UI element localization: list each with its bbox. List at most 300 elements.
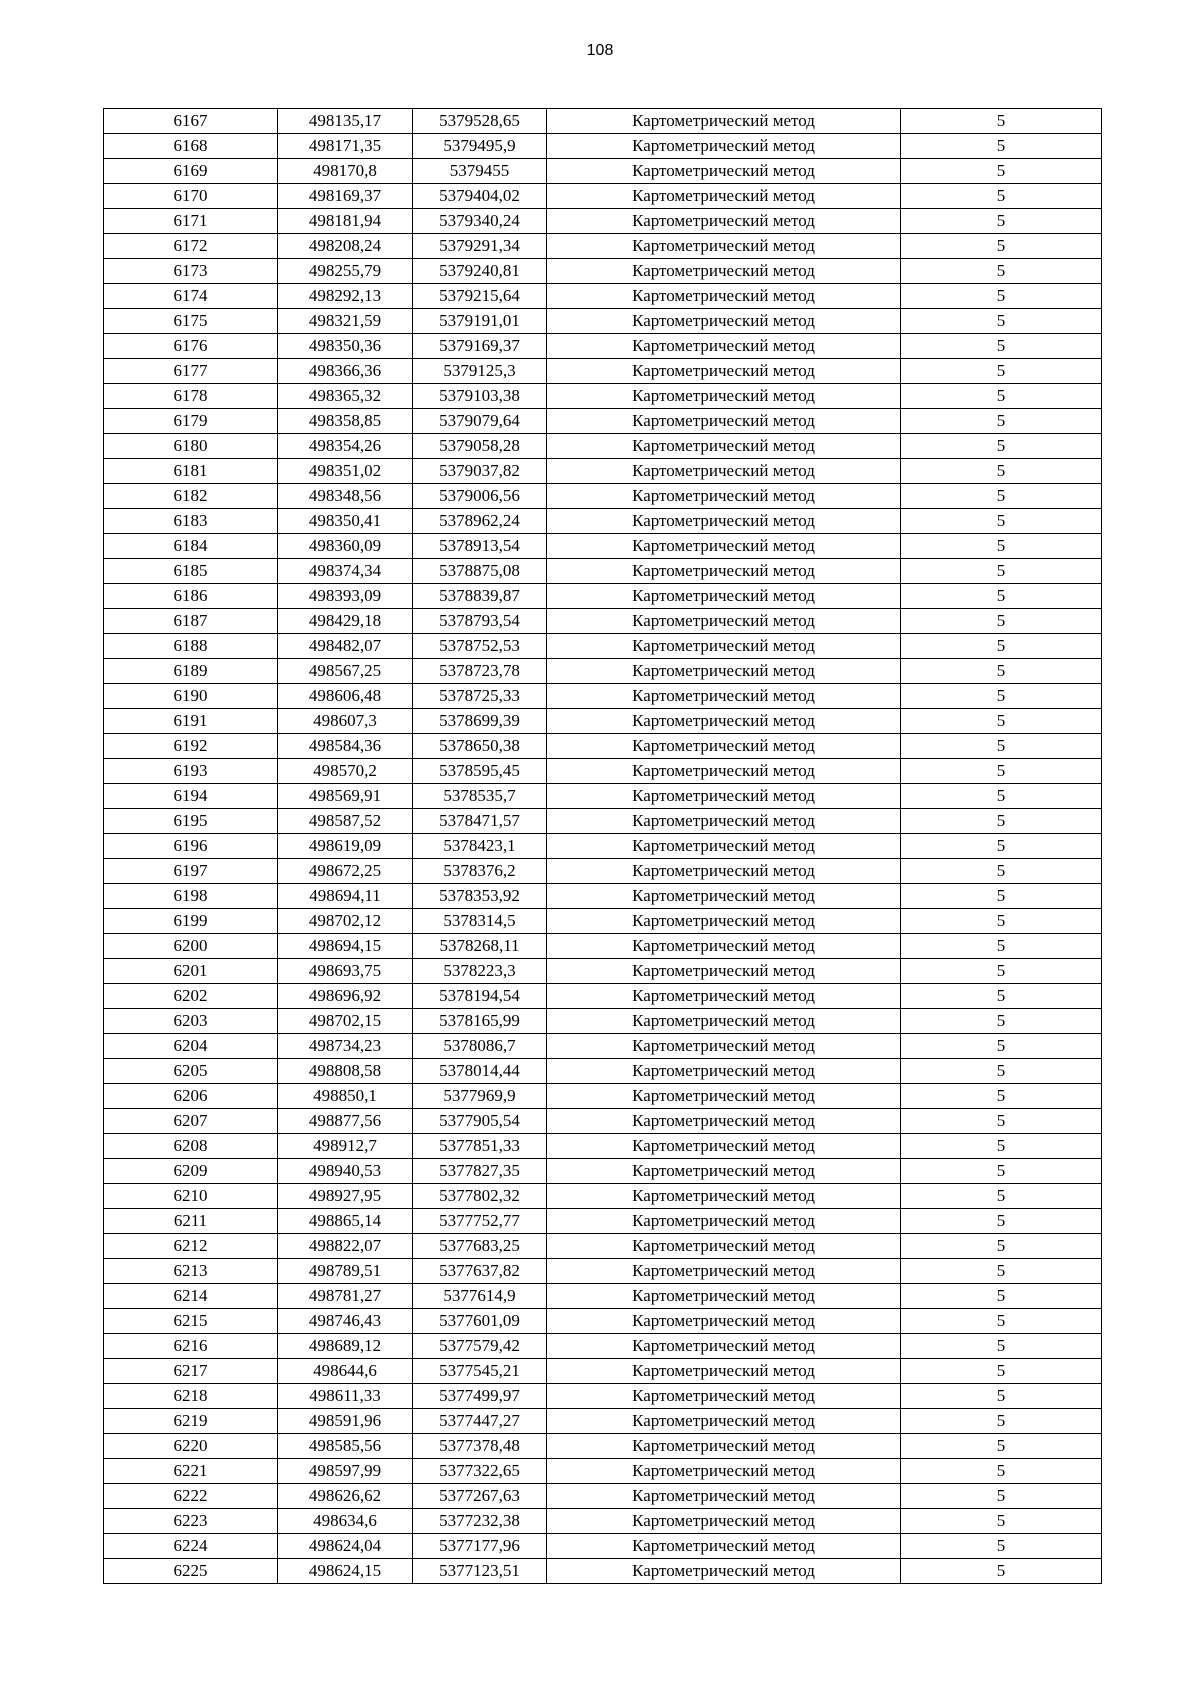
accuracy-cell: 5 [901,534,1102,559]
method-cell: Картометрический метод [547,809,901,834]
y-coordinate-cell: 5378595,45 [413,759,547,784]
method-cell: Картометрический метод [547,859,901,884]
method-cell: Картометрический метод [547,209,901,234]
accuracy-cell: 5 [901,384,1102,409]
table-row [104,884,1102,909]
y-coordinate-cell: 5377447,27 [413,1409,547,1434]
x-coordinate-cell: 498354,26 [278,434,413,459]
y-coordinate-cell: 5379404,02 [413,184,547,209]
table-row [104,409,1102,434]
method-cell: Картометрический метод [547,134,901,159]
x-coordinate-cell: 498624,04 [278,1534,413,1559]
method-cell: Картометрический метод [547,434,901,459]
point-number-cell: 6183 [104,509,278,534]
method-cell: Картометрический метод [547,1034,901,1059]
accuracy-cell: 5 [901,1359,1102,1384]
point-number-cell: 6174 [104,284,278,309]
accuracy-cell: 5 [901,784,1102,809]
point-number-cell: 6171 [104,209,278,234]
accuracy-cell: 5 [901,959,1102,984]
x-coordinate-cell: 498393,09 [278,584,413,609]
point-number-cell: 6222 [104,1484,278,1509]
method-cell: Картометрический метод [547,684,901,709]
x-coordinate-cell: 498702,12 [278,909,413,934]
x-coordinate-cell: 498606,48 [278,684,413,709]
table-row [104,609,1102,634]
point-number-cell: 6186 [104,584,278,609]
accuracy-cell: 5 [901,509,1102,534]
accuracy-cell: 5 [901,159,1102,184]
table-row [104,559,1102,584]
accuracy-cell: 5 [901,1484,1102,1509]
accuracy-cell: 5 [901,1234,1102,1259]
point-number-cell: 6177 [104,359,278,384]
accuracy-cell: 5 [901,834,1102,859]
y-coordinate-cell: 5378793,54 [413,609,547,634]
accuracy-cell: 5 [901,234,1102,259]
table-row [104,1034,1102,1059]
accuracy-cell: 5 [901,434,1102,459]
x-coordinate-cell: 498927,95 [278,1184,413,1209]
table-row [104,434,1102,459]
x-coordinate-cell: 498482,07 [278,634,413,659]
point-number-cell: 6219 [104,1409,278,1434]
point-number-cell: 6193 [104,759,278,784]
y-coordinate-cell: 5378535,7 [413,784,547,809]
y-coordinate-cell: 5378723,78 [413,659,547,684]
table-row [104,759,1102,784]
method-cell: Картометрический метод [547,959,901,984]
x-coordinate-cell: 498734,23 [278,1034,413,1059]
x-coordinate-cell: 498351,02 [278,459,413,484]
point-number-cell: 6217 [104,1359,278,1384]
accuracy-cell: 5 [901,1434,1102,1459]
point-number-cell: 6180 [104,434,278,459]
method-cell: Картометрический метод [547,284,901,309]
x-coordinate-cell: 498781,27 [278,1284,413,1309]
method-cell: Картометрический метод [547,1484,901,1509]
method-cell: Картометрический метод [547,609,901,634]
x-coordinate-cell: 498746,43 [278,1309,413,1334]
table-row [104,159,1102,184]
table-row [104,734,1102,759]
accuracy-cell: 5 [901,609,1102,634]
x-coordinate-cell: 498808,58 [278,1059,413,1084]
point-number-cell: 6223 [104,1509,278,1534]
x-coordinate-cell: 498865,14 [278,1209,413,1234]
accuracy-cell: 5 [901,134,1102,159]
table-row [104,384,1102,409]
x-coordinate-cell: 498912,7 [278,1134,413,1159]
page-number: 108 [586,42,614,59]
y-coordinate-cell: 5378752,53 [413,634,547,659]
accuracy-cell: 5 [901,809,1102,834]
point-number-cell: 6221 [104,1459,278,1484]
accuracy-cell: 5 [901,184,1102,209]
accuracy-cell: 5 [901,859,1102,884]
accuracy-cell: 5 [901,559,1102,584]
table-row [104,1084,1102,1109]
y-coordinate-cell: 5379528,65 [413,109,547,134]
point-number-cell: 6173 [104,259,278,284]
x-coordinate-cell: 498350,36 [278,334,413,359]
method-cell: Картометрический метод [547,409,901,434]
method-cell: Картометрический метод [547,259,901,284]
point-number-cell: 6198 [104,884,278,909]
x-coordinate-cell: 498429,18 [278,609,413,634]
y-coordinate-cell: 5378962,24 [413,509,547,534]
table-row [104,709,1102,734]
y-coordinate-cell: 5377232,38 [413,1509,547,1534]
accuracy-cell: 5 [901,584,1102,609]
y-coordinate-cell: 5379169,37 [413,334,547,359]
y-coordinate-cell: 5379079,64 [413,409,547,434]
x-coordinate-cell: 498181,94 [278,209,413,234]
y-coordinate-cell: 5378650,38 [413,734,547,759]
x-coordinate-cell: 498611,33 [278,1384,413,1409]
x-coordinate-cell: 498694,11 [278,884,413,909]
method-cell: Картометрический метод [547,834,901,859]
method-cell: Картометрический метод [547,234,901,259]
y-coordinate-cell: 5377499,97 [413,1384,547,1409]
point-number-cell: 6175 [104,309,278,334]
point-number-cell: 6202 [104,984,278,1009]
x-coordinate-cell: 498570,2 [278,759,413,784]
x-coordinate-cell: 498350,41 [278,509,413,534]
x-coordinate-cell: 498587,52 [278,809,413,834]
y-coordinate-cell: 5378314,5 [413,909,547,934]
y-coordinate-cell: 5377827,35 [413,1159,547,1184]
y-coordinate-cell: 5377637,82 [413,1259,547,1284]
accuracy-cell: 5 [901,884,1102,909]
y-coordinate-cell: 5379191,01 [413,309,547,334]
y-coordinate-cell: 5377851,33 [413,1134,547,1159]
point-number-cell: 6220 [104,1434,278,1459]
accuracy-cell: 5 [901,1409,1102,1434]
table-row [104,1384,1102,1409]
method-cell: Картометрический метод [547,759,901,784]
y-coordinate-cell: 5378699,39 [413,709,547,734]
table-row [104,1159,1102,1184]
point-number-cell: 6168 [104,134,278,159]
y-coordinate-cell: 5379058,28 [413,434,547,459]
method-cell: Картометрический метод [547,784,901,809]
y-coordinate-cell: 5377752,77 [413,1209,547,1234]
method-cell: Картометрический метод [547,1259,901,1284]
table-row [104,1359,1102,1384]
accuracy-cell: 5 [901,1284,1102,1309]
accuracy-cell: 5 [901,1109,1102,1134]
x-coordinate-cell: 498171,35 [278,134,413,159]
method-cell: Картометрический метод [547,559,901,584]
method-cell: Картометрический метод [547,534,901,559]
point-number-cell: 6182 [104,484,278,509]
coordinates-table-body [104,109,1102,1584]
table-row [104,1309,1102,1334]
point-number-cell: 6195 [104,809,278,834]
method-cell: Картометрический метод [547,1359,901,1384]
method-cell: Картометрический метод [547,1334,901,1359]
x-coordinate-cell: 498940,53 [278,1159,413,1184]
point-number-cell: 6181 [104,459,278,484]
y-coordinate-cell: 5379291,34 [413,234,547,259]
x-coordinate-cell: 498208,24 [278,234,413,259]
table-row [104,959,1102,984]
point-number-cell: 6192 [104,734,278,759]
point-number-cell: 6167 [104,109,278,134]
method-cell: Картометрический метод [547,1059,901,1084]
y-coordinate-cell: 5379006,56 [413,484,547,509]
accuracy-cell: 5 [901,459,1102,484]
y-coordinate-cell: 5377177,96 [413,1534,547,1559]
table-row [104,659,1102,684]
point-number-cell: 6210 [104,1184,278,1209]
coordinates-table [103,108,1102,1584]
point-number-cell: 6208 [104,1134,278,1159]
accuracy-cell: 5 [901,1134,1102,1159]
method-cell: Картометрический метод [547,484,901,509]
method-cell: Картометрический метод [547,734,901,759]
table-row [104,1134,1102,1159]
accuracy-cell: 5 [901,659,1102,684]
method-cell: Картометрический метод [547,309,901,334]
accuracy-cell: 5 [901,759,1102,784]
table-row [104,284,1102,309]
accuracy-cell: 5 [901,709,1102,734]
table-row [104,1409,1102,1434]
table-row [104,509,1102,534]
point-number-cell: 6176 [104,334,278,359]
point-number-cell: 6170 [104,184,278,209]
point-number-cell: 6196 [104,834,278,859]
point-number-cell: 6204 [104,1034,278,1059]
table-row [104,334,1102,359]
table-row [104,859,1102,884]
method-cell: Картометрический метод [547,1109,901,1134]
y-coordinate-cell: 5377802,32 [413,1184,547,1209]
x-coordinate-cell: 498822,07 [278,1234,413,1259]
accuracy-cell: 5 [901,1084,1102,1109]
point-number-cell: 6185 [104,559,278,584]
table-row [104,534,1102,559]
y-coordinate-cell: 5379340,24 [413,209,547,234]
y-coordinate-cell: 5378423,1 [413,834,547,859]
accuracy-cell: 5 [901,934,1102,959]
table-row [104,1059,1102,1084]
point-number-cell: 6218 [104,1384,278,1409]
x-coordinate-cell: 498569,91 [278,784,413,809]
point-number-cell: 6207 [104,1109,278,1134]
method-cell: Картометрический метод [547,509,901,534]
y-coordinate-cell: 5378725,33 [413,684,547,709]
point-number-cell: 6209 [104,1159,278,1184]
accuracy-cell: 5 [901,684,1102,709]
y-coordinate-cell: 5377322,65 [413,1459,547,1484]
point-number-cell: 6211 [104,1209,278,1234]
method-cell: Картометрический метод [547,659,901,684]
y-coordinate-cell: 5378353,92 [413,884,547,909]
x-coordinate-cell: 498877,56 [278,1109,413,1134]
method-cell: Картометрический метод [547,909,901,934]
x-coordinate-cell: 498696,92 [278,984,413,1009]
method-cell: Картометрический метод [547,1459,901,1484]
x-coordinate-cell: 498607,3 [278,709,413,734]
table-row [104,1559,1102,1584]
accuracy-cell: 5 [901,484,1102,509]
method-cell: Картометрический метод [547,1234,901,1259]
y-coordinate-cell: 5379103,38 [413,384,547,409]
x-coordinate-cell: 498702,15 [278,1009,413,1034]
table-row [104,784,1102,809]
y-coordinate-cell: 5378223,3 [413,959,547,984]
accuracy-cell: 5 [901,1309,1102,1334]
table-row [104,459,1102,484]
point-number-cell: 6225 [104,1559,278,1584]
x-coordinate-cell: 498358,85 [278,409,413,434]
x-coordinate-cell: 498693,75 [278,959,413,984]
accuracy-cell: 5 [901,359,1102,384]
method-cell: Картометрический метод [547,1559,901,1584]
table-row [104,684,1102,709]
x-coordinate-cell: 498689,12 [278,1334,413,1359]
x-coordinate-cell: 498789,51 [278,1259,413,1284]
x-coordinate-cell: 498624,15 [278,1559,413,1584]
y-coordinate-cell: 5377579,42 [413,1334,547,1359]
method-cell: Картометрический метод [547,159,901,184]
point-number-cell: 6214 [104,1284,278,1309]
method-cell: Картометрический метод [547,109,901,134]
point-number-cell: 6197 [104,859,278,884]
y-coordinate-cell: 5379037,82 [413,459,547,484]
table-row [104,1184,1102,1209]
y-coordinate-cell: 5378471,57 [413,809,547,834]
y-coordinate-cell: 5377123,51 [413,1559,547,1584]
x-coordinate-cell: 498365,32 [278,384,413,409]
method-cell: Картометрический метод [547,334,901,359]
method-cell: Картометрический метод [547,1084,901,1109]
table-row [104,934,1102,959]
accuracy-cell: 5 [901,334,1102,359]
accuracy-cell: 5 [901,1534,1102,1559]
x-coordinate-cell: 498850,1 [278,1084,413,1109]
point-number-cell: 6213 [104,1259,278,1284]
accuracy-cell: 5 [901,1334,1102,1359]
accuracy-cell: 5 [901,259,1102,284]
point-number-cell: 6172 [104,234,278,259]
x-coordinate-cell: 498585,56 [278,1434,413,1459]
table-row [104,1109,1102,1134]
point-number-cell: 6194 [104,784,278,809]
y-coordinate-cell: 5377969,9 [413,1084,547,1109]
point-number-cell: 6203 [104,1009,278,1034]
table-row [104,1334,1102,1359]
point-number-cell: 6201 [104,959,278,984]
accuracy-cell: 5 [901,1384,1102,1409]
accuracy-cell: 5 [901,1034,1102,1059]
method-cell: Картометрический метод [547,1534,901,1559]
accuracy-cell: 5 [901,1509,1102,1534]
x-coordinate-cell: 498135,17 [278,109,413,134]
y-coordinate-cell: 5377614,9 [413,1284,547,1309]
y-coordinate-cell: 5379455 [413,159,547,184]
accuracy-cell: 5 [901,634,1102,659]
point-number-cell: 6189 [104,659,278,684]
accuracy-cell: 5 [901,984,1102,1009]
x-coordinate-cell: 498321,59 [278,309,413,334]
method-cell: Картометрический метод [547,1409,901,1434]
table-row [104,484,1102,509]
y-coordinate-cell: 5378194,54 [413,984,547,1009]
y-coordinate-cell: 5378165,99 [413,1009,547,1034]
table-row [104,359,1102,384]
y-coordinate-cell: 5378268,11 [413,934,547,959]
table-row [104,234,1102,259]
accuracy-cell: 5 [901,1459,1102,1484]
table-row [104,584,1102,609]
y-coordinate-cell: 5377905,54 [413,1109,547,1134]
accuracy-cell: 5 [901,1059,1102,1084]
accuracy-cell: 5 [901,1009,1102,1034]
y-coordinate-cell: 5377601,09 [413,1309,547,1334]
y-coordinate-cell: 5379495,9 [413,134,547,159]
method-cell: Картометрический метод [547,1384,901,1409]
accuracy-cell: 5 [901,309,1102,334]
x-coordinate-cell: 498374,34 [278,559,413,584]
x-coordinate-cell: 498169,37 [278,184,413,209]
y-coordinate-cell: 5378014,44 [413,1059,547,1084]
y-coordinate-cell: 5379215,64 [413,284,547,309]
point-number-cell: 6199 [104,909,278,934]
point-number-cell: 6184 [104,534,278,559]
x-coordinate-cell: 498292,13 [278,284,413,309]
method-cell: Картометрический метод [547,359,901,384]
x-coordinate-cell: 498694,15 [278,934,413,959]
table-row [104,1284,1102,1309]
method-cell: Картометрический метод [547,384,901,409]
method-cell: Картометрический метод [547,584,901,609]
point-number-cell: 6212 [104,1234,278,1259]
x-coordinate-cell: 498255,79 [278,259,413,284]
y-coordinate-cell: 5379240,81 [413,259,547,284]
method-cell: Картометрический метод [547,184,901,209]
method-cell: Картометрический метод [547,984,901,1009]
y-coordinate-cell: 5379125,3 [413,359,547,384]
x-coordinate-cell: 498584,36 [278,734,413,759]
x-coordinate-cell: 498348,56 [278,484,413,509]
y-coordinate-cell: 5378086,7 [413,1034,547,1059]
accuracy-cell: 5 [901,1209,1102,1234]
point-number-cell: 6178 [104,384,278,409]
table-row [104,984,1102,1009]
table-row [104,834,1102,859]
x-coordinate-cell: 498360,09 [278,534,413,559]
method-cell: Картометрический метод [547,1434,901,1459]
accuracy-cell: 5 [901,1184,1102,1209]
x-coordinate-cell: 498644,6 [278,1359,413,1384]
method-cell: Картометрический метод [547,1284,901,1309]
table-row [104,184,1102,209]
x-coordinate-cell: 498626,62 [278,1484,413,1509]
x-coordinate-cell: 498591,96 [278,1409,413,1434]
table-row [104,109,1102,134]
method-cell: Картометрический метод [547,634,901,659]
table-row [104,209,1102,234]
table-row [104,1459,1102,1484]
point-number-cell: 6216 [104,1334,278,1359]
table-row [104,1509,1102,1534]
accuracy-cell: 5 [901,409,1102,434]
table-row [104,809,1102,834]
